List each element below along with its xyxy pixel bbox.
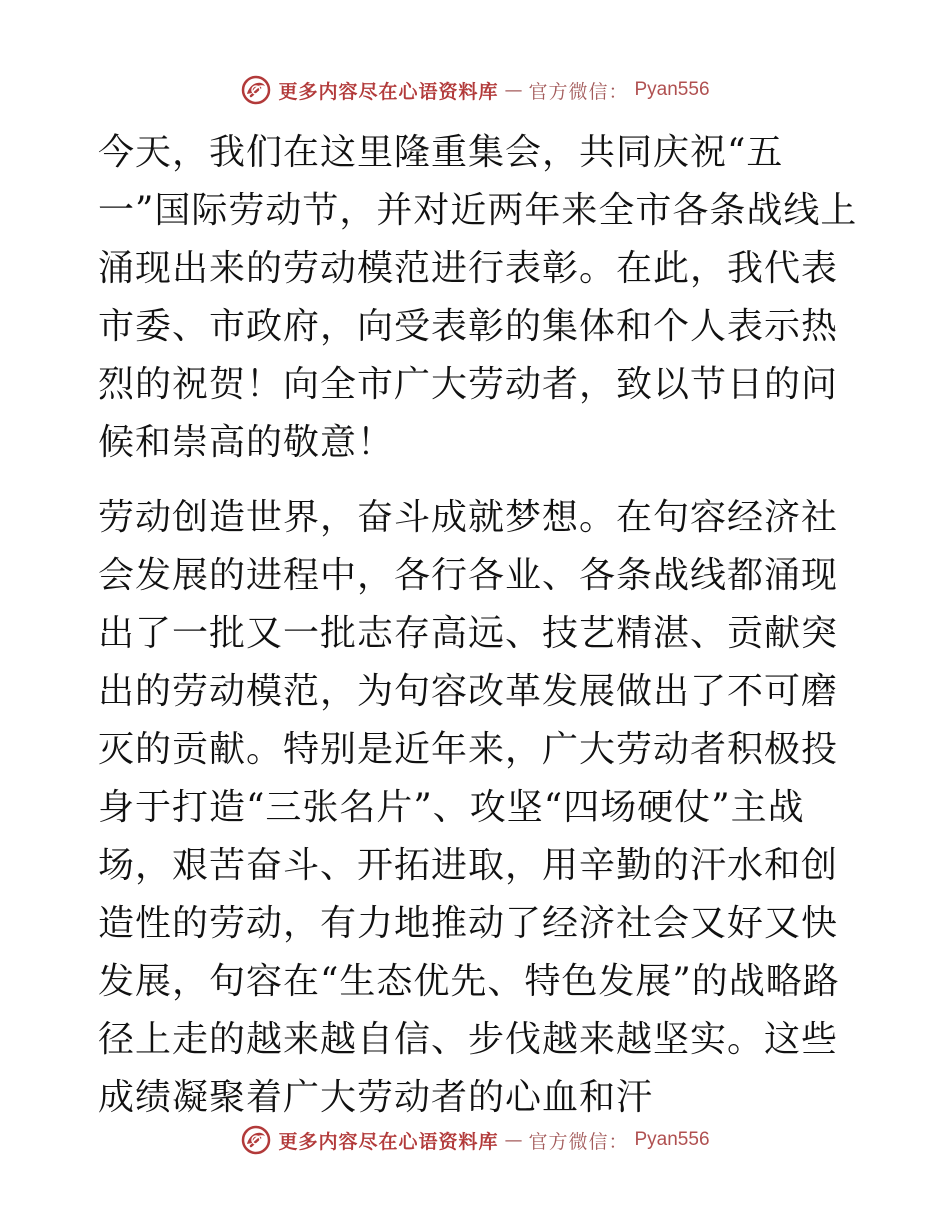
header-wechat-label: 官方微信： [528, 80, 629, 103]
footer-site-text: 更多内容尽在心语资料库 [278, 1130, 499, 1153]
header-wechat-id: Pyan556 [634, 79, 710, 100]
paragraph-1: 今天，我们在这里隆重集会，共同庆祝“五一”国际劳动节，并对近两年来全市各条战线上涌现出来的劳动模范进行表彰。在此，我代表市委、市政府，向受表彰的集体和个人表示热烈的祝贺！向全市广大劳动者，致以节日的问候和崇高的敬意！ [98, 132, 858, 463]
footer-wechat-label: 官方微信： [528, 1130, 629, 1153]
footer-watermark [0, 1120, 950, 1160]
footer-wechat-id: Pyan556 [634, 1129, 710, 1150]
footer-separator: — [504, 1129, 523, 1151]
header-site-text: 更多内容尽在心语资料库 [278, 80, 499, 103]
paragraph-2: 劳动创造世界，奋斗成就梦想。在句容经济社会发展的进程中，各行各业、各条战线都涌现出了一批又一批志存高远、技艺精湛、贡献突出的劳动模范，为句容改革发展做出了不可磨灭的贡献。特别是近年来，广大劳动者积极投身于打造“三张名片”、攻坚“四场硬仗”主战场，艰苦奋斗、开拓进取，用辛勤的汗水和创造性的劳动，有力地推动了经济社会又好又快发展，句容在“生态优先、特色发展”的战略路径上走的越来越自信、步伐越来越坚实。这些成绩凝聚着广大劳动者的心血和汗 [98, 497, 840, 1118]
swirl-logo-icon [240, 74, 272, 106]
document-body [98, 124, 858, 1127]
header-separator: — [504, 79, 523, 101]
header-watermark [0, 70, 950, 110]
swirl-logo-icon [240, 1124, 272, 1156]
